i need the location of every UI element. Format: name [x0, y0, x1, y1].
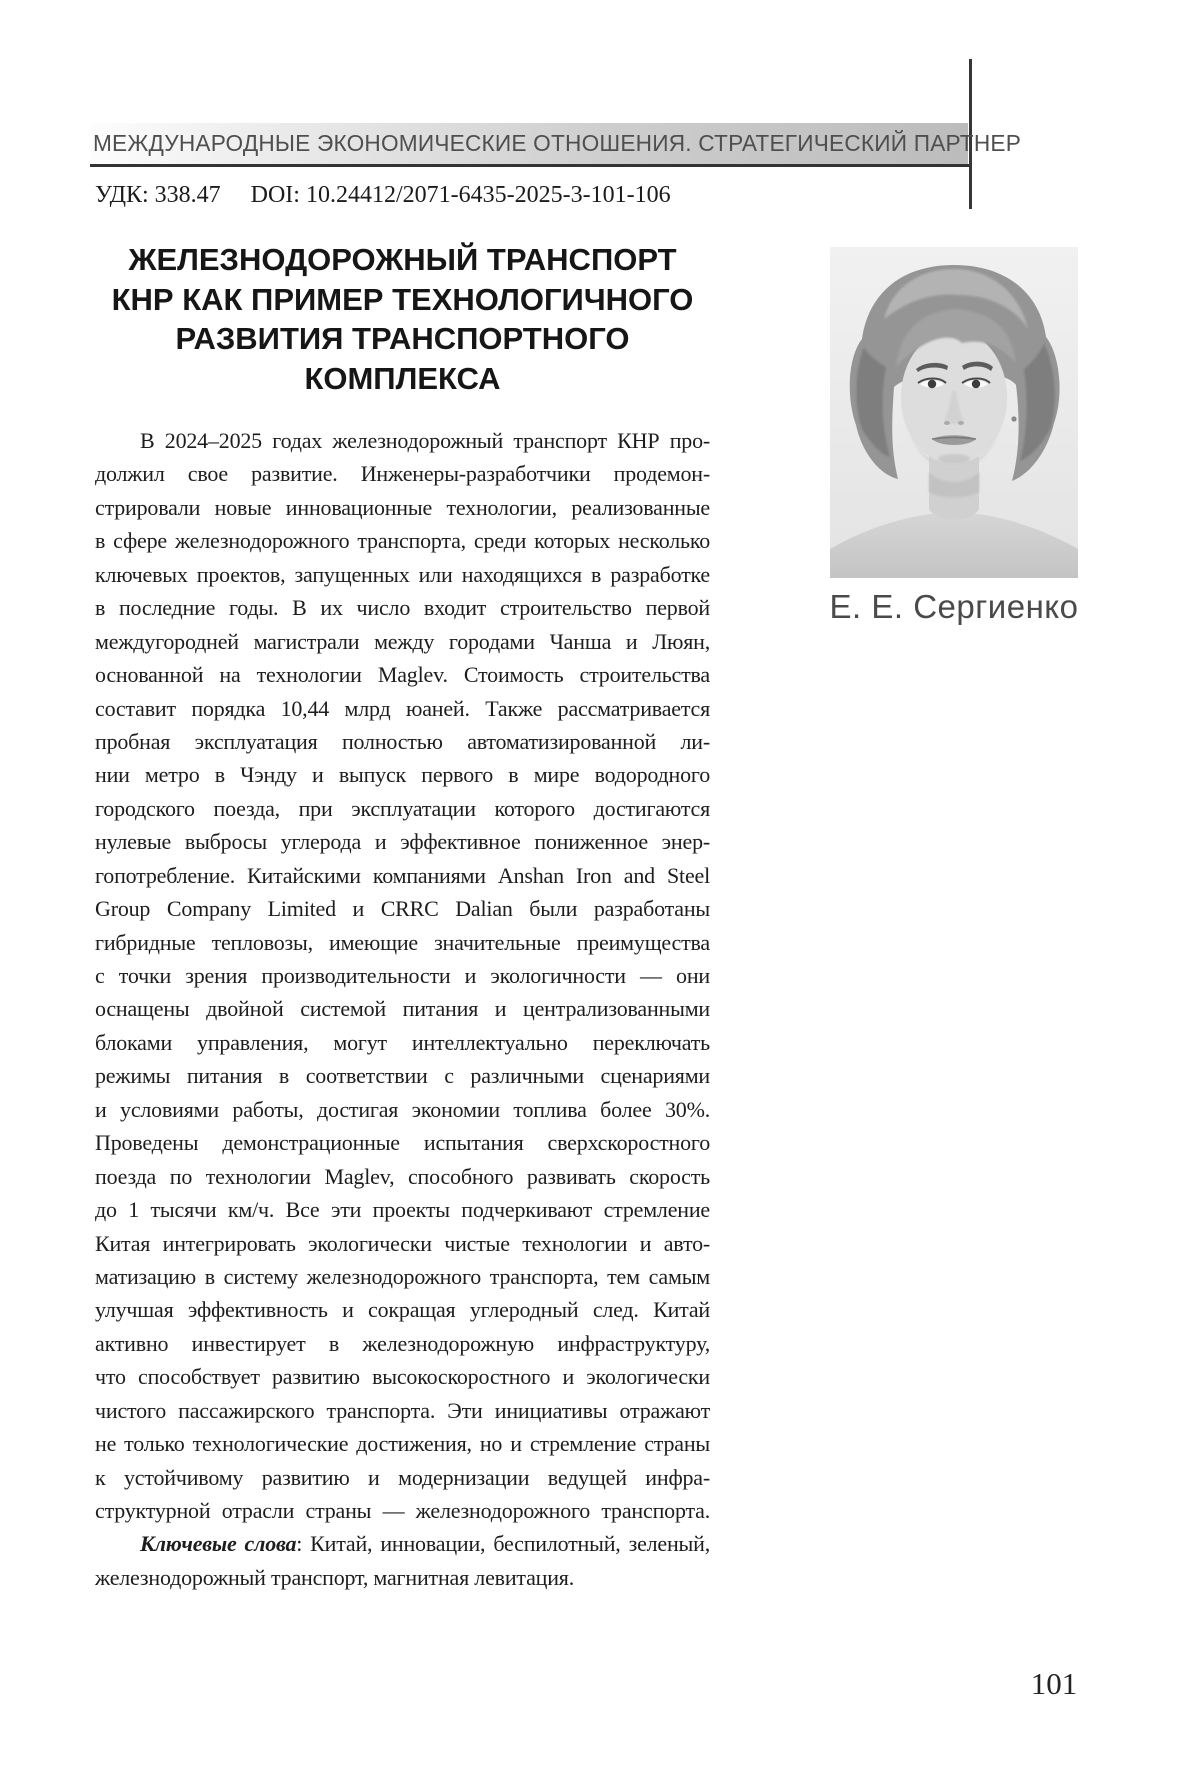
- abstract-line: блоками управления, могут интеллектуально переключать: [95, 1029, 710, 1055]
- abstract-line: ключевых проектов, запущенных или находящихся в разработке: [95, 561, 710, 587]
- abstract-line: должил свое развитие. Инженеры-разработчики продемон-: [95, 461, 710, 487]
- abstract-line: до 1 тысячи км/ч. Все эти проекты подчеркивают стремление: [95, 1197, 710, 1223]
- article-title: [95, 240, 710, 398]
- abstract-line: улучшая эффективность и сокращая углеродный след. Китай: [95, 1297, 710, 1323]
- article-title-line: КНР КАК ПРИМЕР ТЕХНОЛОГИЧНОГО: [111, 281, 694, 317]
- author-photo-image: [830, 247, 1078, 578]
- abstract-line: нии метро в Чэнду и выпуск первого в мире водородного: [95, 762, 710, 788]
- abstract-line: к устойчивому развитию и модернизации ведущей инфра-: [95, 1464, 710, 1490]
- abstract-line: нулевые выбросы углерода и эффективное пониженное энер-: [95, 829, 710, 855]
- abstract-line: что способствует развитию высокоскоростного и экологически: [95, 1364, 710, 1390]
- section-header-underline: [90, 164, 970, 167]
- article-meta: [95, 182, 671, 209]
- abstract: [95, 424, 710, 1594]
- abstract-line: не только технологические достижения, но и стремление страны: [95, 1431, 710, 1457]
- abstract-line: и условиями работы, достигая экономии топлива более 30%.: [95, 1096, 710, 1122]
- abstract-line: основанной на технологии Maglev. Стоимость строительства: [95, 662, 710, 688]
- page-number: 101: [1030, 1666, 1078, 1701]
- abstract-line: пробная эксплуатация полностью автоматизированной ли-: [95, 728, 710, 754]
- abstract-line: структурной отрасли страны — железнодорожного транспорта.: [95, 1498, 710, 1523]
- section-header-bar: [90, 123, 1022, 164]
- keywords-line: железнодорожный транспорт, магнитная левитация.: [95, 1564, 575, 1590]
- abstract-line: оснащены двойной системой питания и централизованными: [95, 996, 710, 1022]
- abstract-line: Проведены демонстрационные испытания сверхскоростного: [95, 1130, 710, 1156]
- abstract-line: Group Company Limited и CRRC Dalian были разработаны: [95, 896, 710, 922]
- article-title-line: РАЗВИТИЯ ТРАНСПОРТНОГО: [175, 321, 630, 356]
- article-title-line: КОМПЛЕКСА: [304, 360, 501, 396]
- abstract-line: составит порядка 10,44 млрд юаней. Также рассматривается: [95, 695, 710, 721]
- abstract-line: стрировали новые инновационные технологии, реализованные: [95, 494, 710, 520]
- doi-code: DOI: 10.24412/2071-6435-2025-3-101-106: [250, 182, 671, 208]
- abstract-line: поезда по технологии Maglev, способного развивать скорость: [95, 1163, 710, 1189]
- abstract-line: городского поезда, при эксплуатации которого достигаются: [95, 795, 710, 821]
- abstract-line: В 2024–2025 годах железнодорожный транспорт КНР про-: [140, 428, 710, 453]
- keywords-label: Ключевые слова: [140, 1531, 297, 1557]
- abstract-line: Китая интегрировать экологически чистые технологии и авто-: [95, 1230, 710, 1256]
- abstract-line: матизацию в систему железнодорожного транспорта, тем самым: [95, 1263, 710, 1289]
- keywords-text: : Китай, инновации, беспилотный, зеленый,: [296, 1531, 710, 1557]
- abstract-line: в сфере железнодорожного транспорта, среди которых несколько: [95, 528, 710, 554]
- abstract-line: режимы питания в соответствии с различными сценариями: [95, 1063, 710, 1089]
- abstract-line: чистого пассажирского транспорта. Эти инициативы отражают: [95, 1397, 710, 1423]
- abstract-line: гопотребление. Китайскими компаниями Anshan Iron and Steel: [95, 862, 710, 888]
- keywords-line: [95, 1527, 710, 1560]
- section-header-title: МЕЖДУНАРОДНЫЕ ЭКОНОМИЧЕСКИЕ ОТНОШЕНИЯ. СТРАТЕГИЧЕСКИЙ ПАРТНЕР: [92, 130, 1022, 156]
- author-name: Е. Е. Сергиенко: [829, 588, 1079, 625]
- author-photo: [830, 247, 1078, 578]
- udk-code: УДК: 338.47: [95, 182, 221, 208]
- abstract-line: междугородней магистрали между городами Чанша и Люян,: [95, 628, 710, 654]
- abstract-line: в последние годы. В их число входит строительство первой: [95, 595, 710, 621]
- abstract-line: гибридные тепловозы, имеющие значительные преимущества: [95, 929, 710, 955]
- abstract-line: с точки зрения производительности и экологичности — они: [95, 963, 710, 988]
- abstract-line: активно инвестирует в железнодорожную инфраструктуру,: [95, 1330, 710, 1356]
- article-title-line: ЖЕЛЕЗНОДОРОЖНЫЙ ТРАНСПОРТ: [128, 242, 677, 277]
